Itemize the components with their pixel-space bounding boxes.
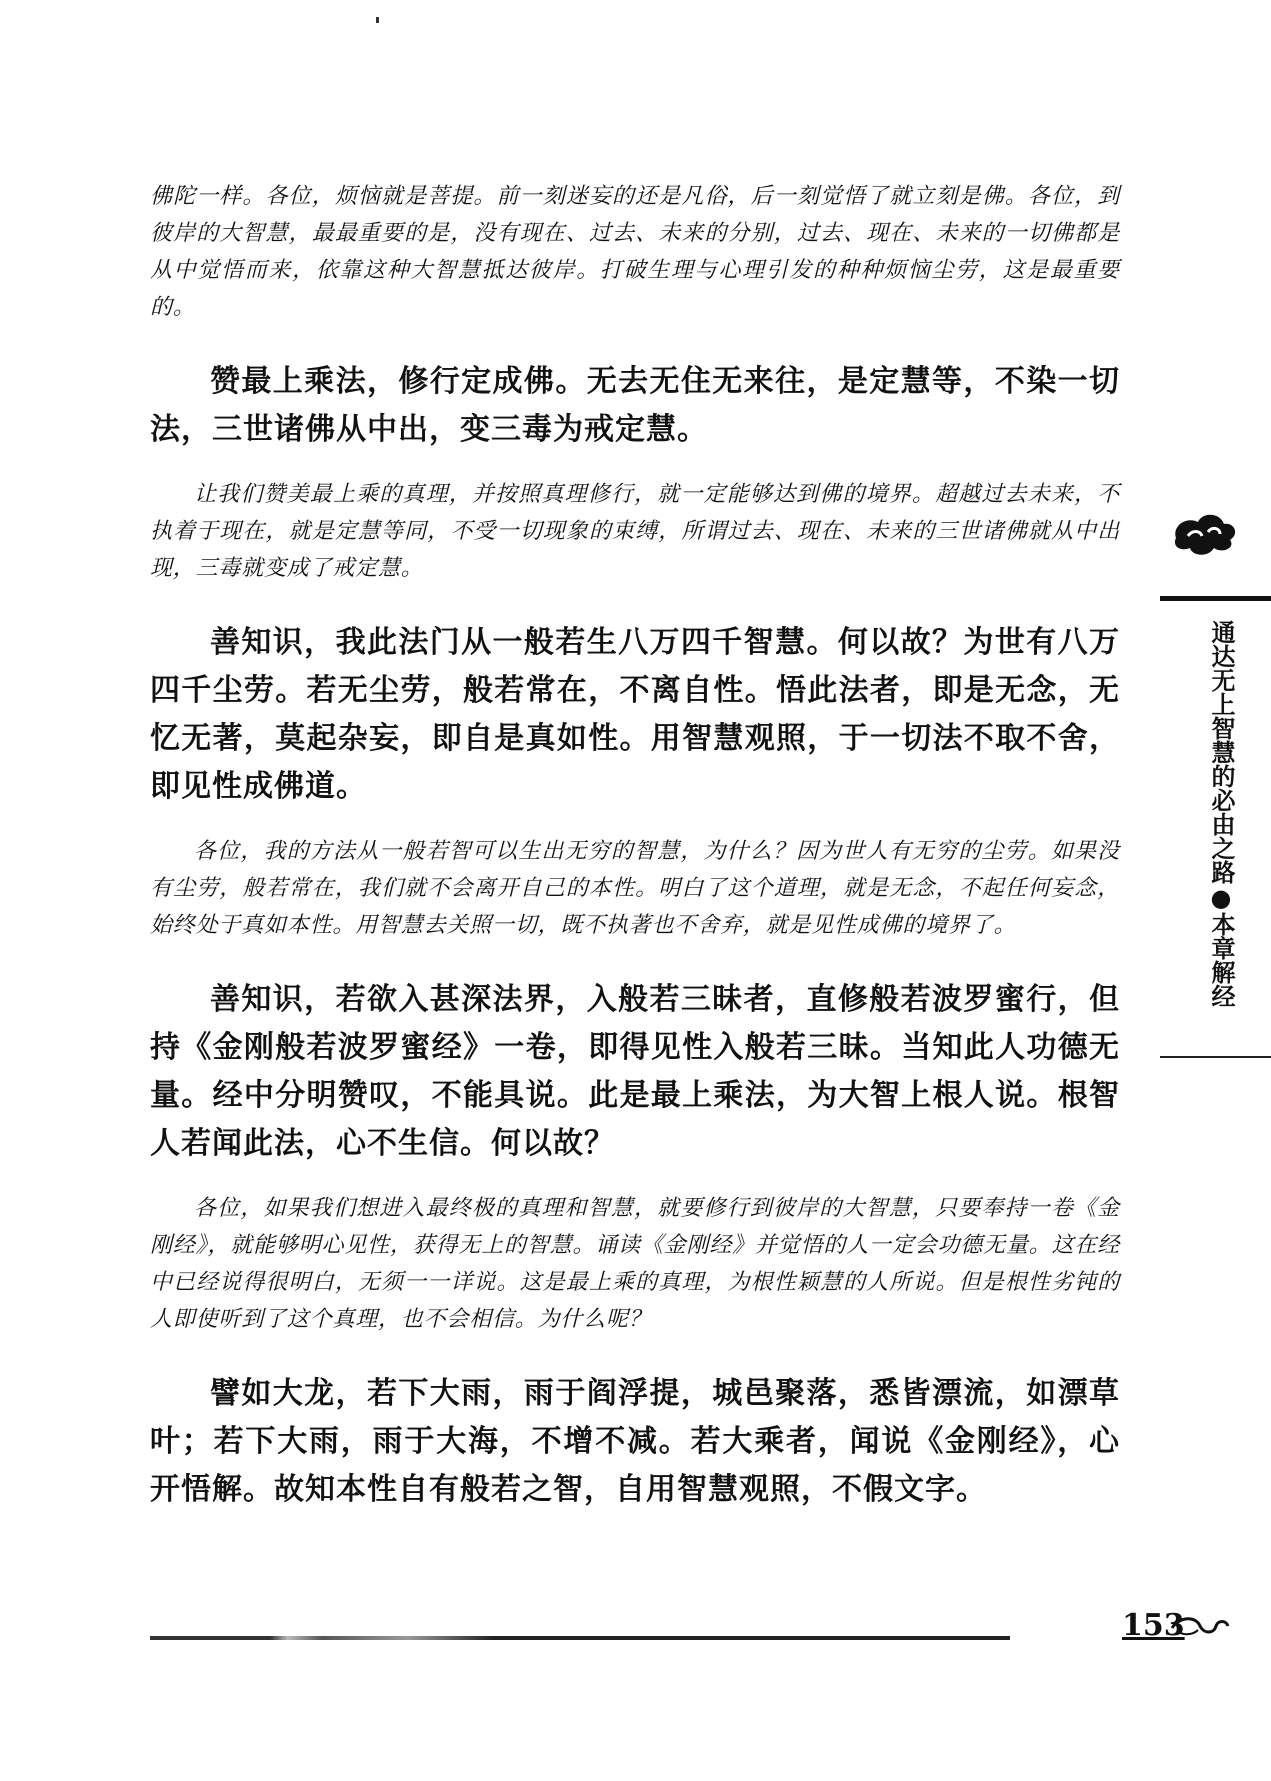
commentary-paragraph: 佛陀一样。各位，烦恼就是菩提。前一刻迷妄的还是凡俗，后一刻觉悟了就立刻是佛。各位，到彼岸的大智慧，最最重要的是，没有现在、过去、未来的分别，过去、现在、未来的一切佛都是从中觉悟而来，依靠这种大智慧抵达彼岸。打破生理与心理引发的种种烦恼尘劳，这是最重要的。 [150, 184, 1120, 320]
scan-mark [376, 17, 379, 23]
chapter-side-title: 通达无上智慧的必由之路●本章解经 [1207, 620, 1235, 1008]
commentary-paragraph: 让我们赞美最上乘的真理，并按照真理修行，就一定能够达到佛的境界。超越过去未来，不执着于现在，就是定慧等同，不受一切现象的束缚，所谓过去、现在、未来的三世诸佛就从中出现，三毒就变成了戒定慧。 [150, 482, 1120, 581]
footer-rule [150, 1636, 1010, 1640]
main-text [150, 178, 1120, 1536]
commentary-paragraph: 各位，如果我们想进入最终极的真理和智慧，就要修行到彼岸的大智慧，只要奉持一卷《金刚经》，就能够明心见性，获得无上的智慧。诵读《金刚经》并觉悟的人一定会功德无量。这在经中已经说得很明白，无须一一详说。这是最上乘的真理，为根性颖慧的人所说。但是根性劣钝的人即使听到了这个真理，也不会相信。为什么呢？ [150, 1196, 1120, 1332]
scripture-paragraph: 赞最上乘法，修行定成佛。无去无住无来往，是定慧等，不染一切法，三世诸佛从中出，变三毒为戒定慧。 [150, 364, 1120, 447]
commentary-paragraph: 各位，我的方法从一般若智可以生出无穷的智慧，为什么？因为世人有无穷的尘劳。如果没有尘劳，般若常在，我们就不会离开自己的本性。明白了这个道理，就是无念，不起任何妄念，始终处于真如本性。用智慧去关照一切，既不执著也不舍弃，就是见性成佛的境界了。 [150, 839, 1120, 938]
side-rule-bottom [1160, 1056, 1271, 1058]
side-rule-top [1160, 596, 1271, 601]
swirl-ornament-icon [1170, 1612, 1230, 1638]
scripture-paragraph: 善知识，我此法门从一般若生八万四千智慧。何以故？为世有八万四千尘劳。若无尘劳，般若常在，不离自性。悟此法者，即是无念，无忆无著，莫起杂妄，即自是真如性。用智慧观照，于一切法不取不舍，即见性成佛道。 [150, 625, 1120, 804]
page-number: 153 [1122, 1608, 1185, 1643]
scripture-paragraph: 善知识，若欲入甚深法界，入般若三昧者，直修般若波罗蜜行，但持《金刚般若波罗蜜经》一卷，即得见性入般若三昧。当知此人功德无量。经中分明赞叹，不能具说。此是最上乘法，为大智上根人说。根智人若闻此法，心不生信。何以故？ [150, 982, 1120, 1161]
scripture-paragraph: 譬如大龙，若下大雨，雨于阎浮提，城邑聚落，悉皆漂流，如漂草叶；若下大雨，雨于大海，不增不减。若大乘者，闻说《金刚经》，心开悟解。故知本性自有般若之智，自用智慧观照，不假文字。 [150, 1376, 1120, 1507]
cloud-ornament-icon [1170, 508, 1240, 560]
